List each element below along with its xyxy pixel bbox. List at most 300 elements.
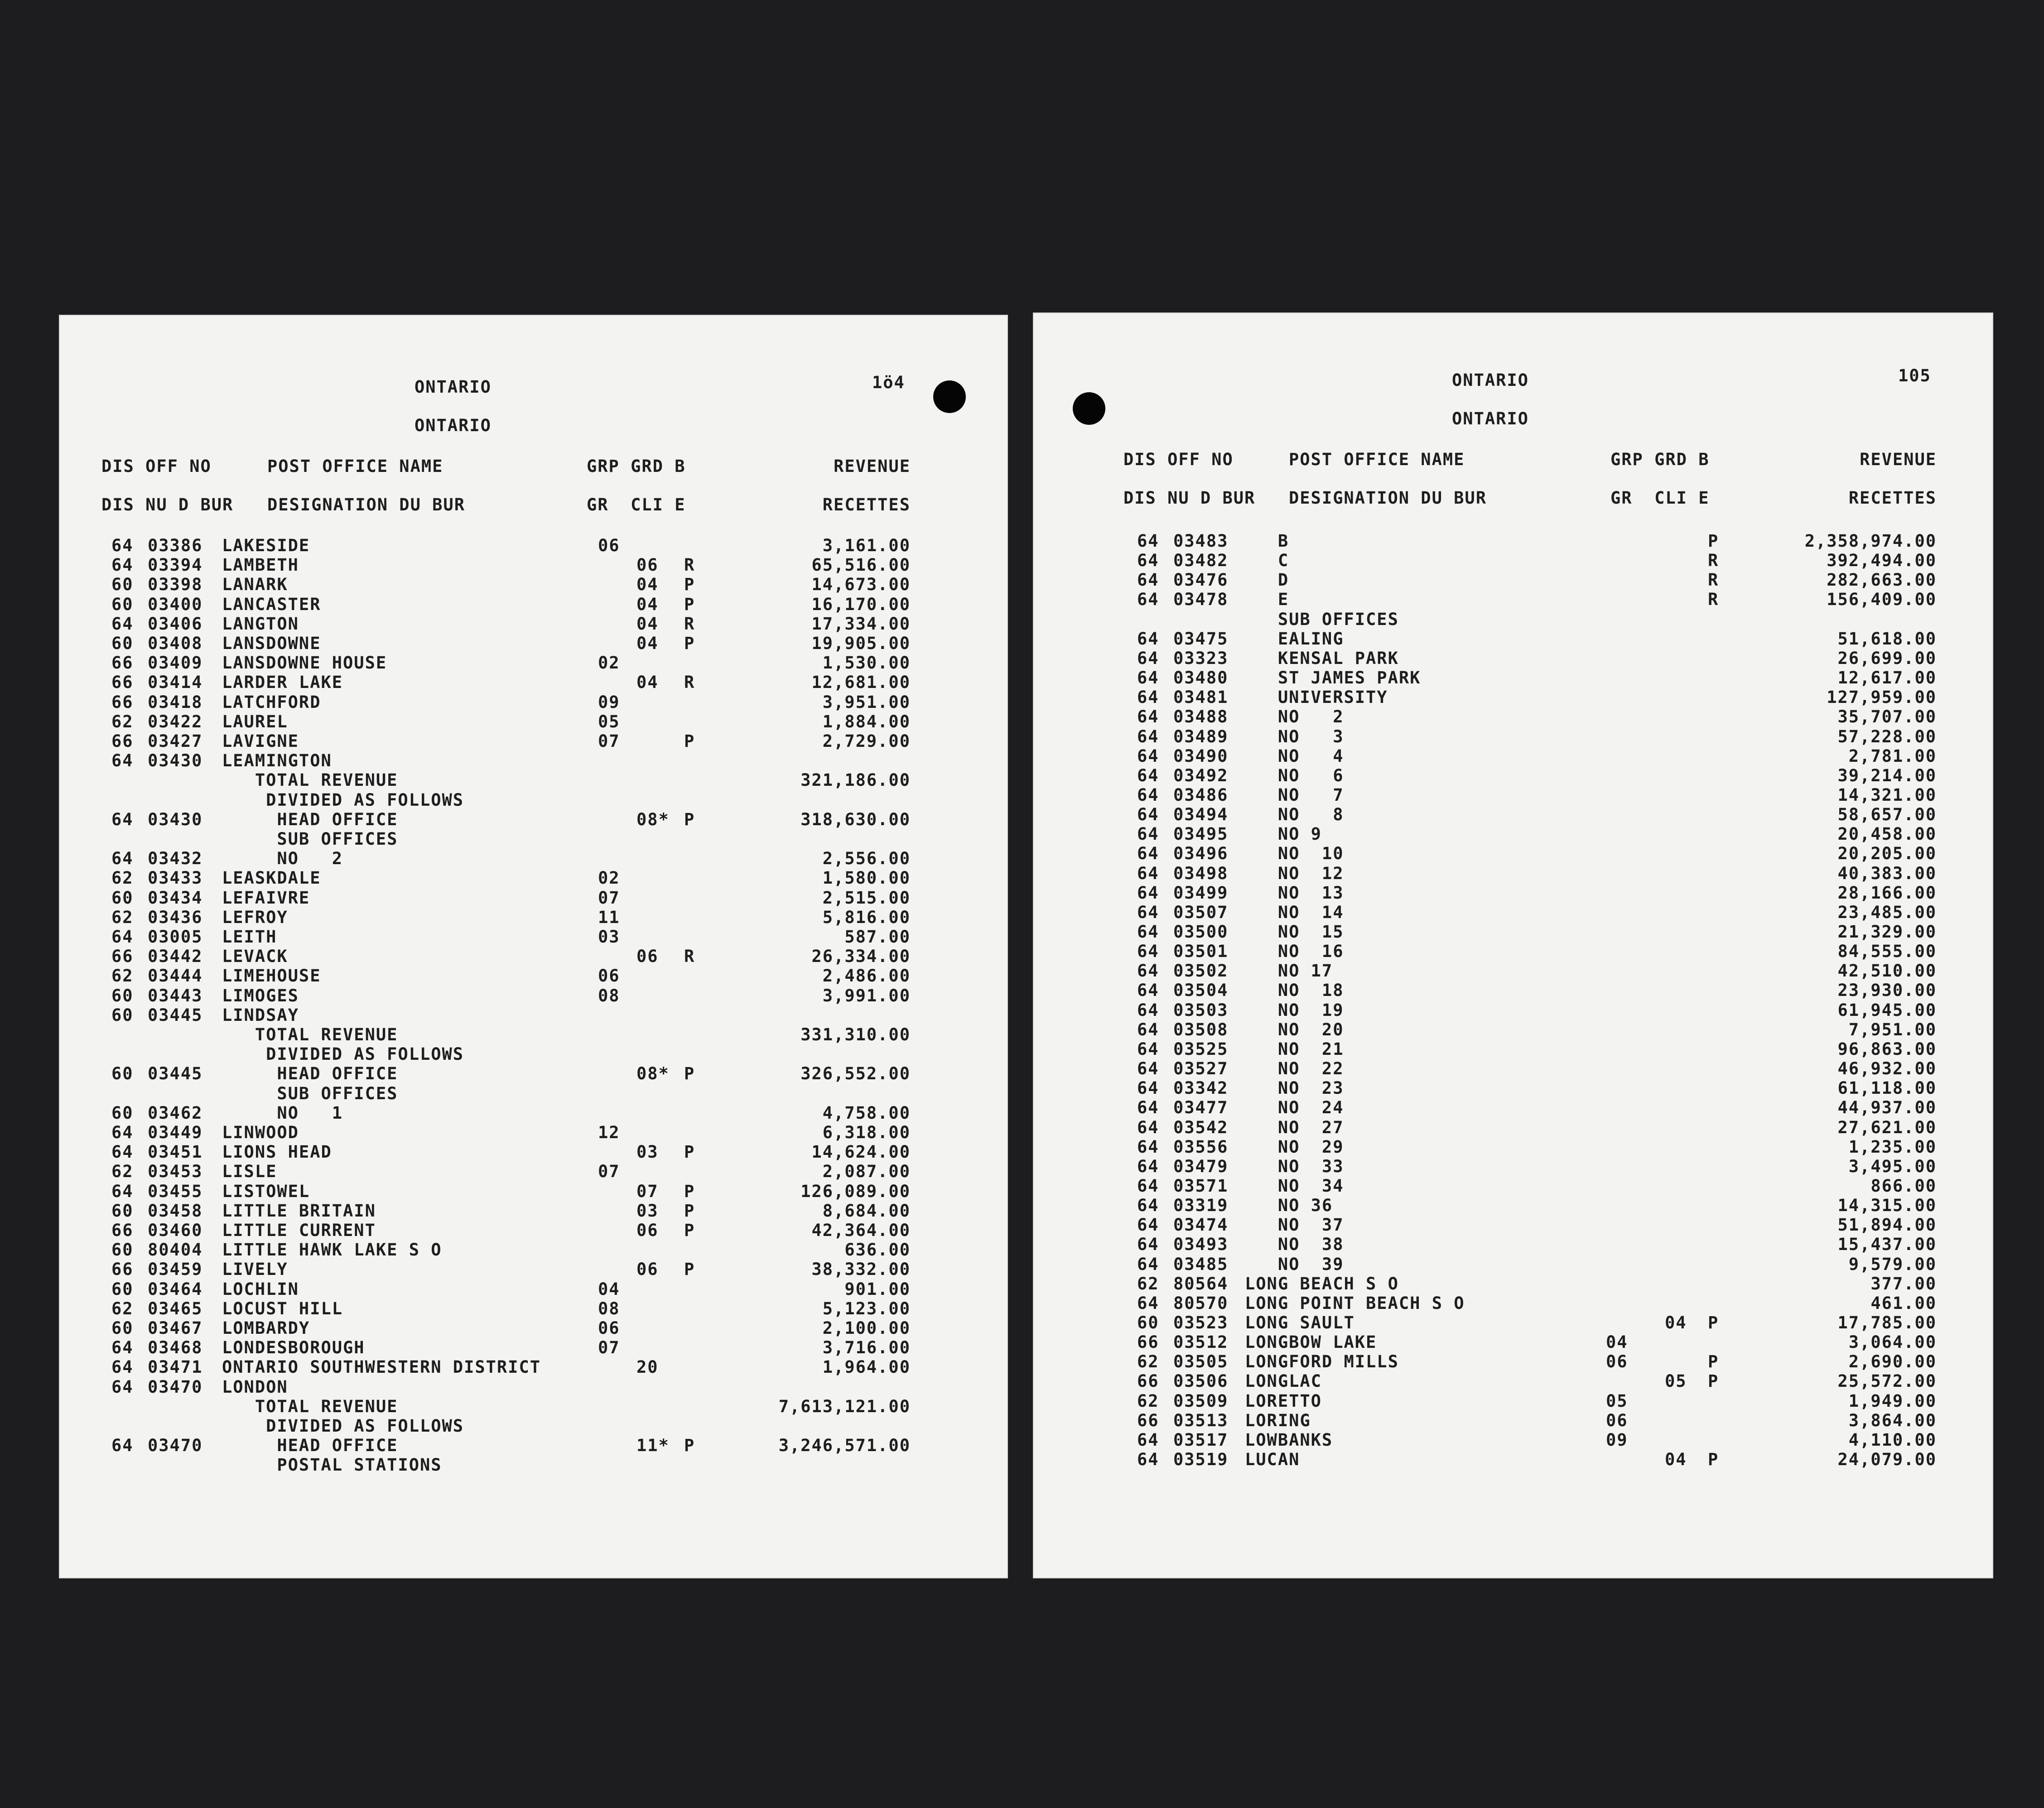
cell-post-office-name: POSTAL STATIONS [222, 1455, 442, 1475]
cell-dis: 64 [1137, 844, 1159, 863]
cell-b: P [684, 1221, 695, 1240]
cell-office-number: 03486 [1173, 785, 1229, 805]
cell-dis: 64 [1137, 570, 1159, 590]
cell-post-office-name: LIMOGES [222, 986, 299, 1005]
cell-dis: 64 [1137, 981, 1159, 1000]
cell-post-office-name: LISTOWEL [222, 1182, 310, 1201]
cell-post-office-name: NO 6 [1245, 766, 1344, 785]
cell-grade: 06 [636, 1260, 659, 1279]
cell-dis: 64 [111, 1357, 134, 1377]
punch-hole-right [1073, 392, 1105, 425]
cell-revenue: 901.00 [844, 1279, 911, 1299]
cell-revenue: 20,458.00 [1837, 824, 1937, 844]
cell-group: 02 [598, 868, 620, 888]
cell-office-number: 03485 [1173, 1255, 1229, 1274]
cell-group: 08 [598, 1299, 620, 1318]
cell-office-number: 03478 [1173, 590, 1229, 609]
column-header-dis-off: DIS OFF NO [101, 457, 212, 476]
cell-office-number: 03342 [1173, 1078, 1229, 1098]
cell-b: R [1708, 551, 1719, 570]
cell-group: 06 [598, 966, 620, 986]
cell-group: 08 [598, 986, 620, 1005]
cell-post-office-name: NO 20 [1245, 1020, 1344, 1039]
cell-post-office-name: NO 38 [1245, 1235, 1344, 1254]
page-number: 1ö4 [872, 373, 905, 392]
cell-dis: 64 [1137, 1215, 1159, 1235]
cell-post-office-name: NO 19 [1245, 1000, 1344, 1020]
cell-office-number: 03445 [148, 1005, 203, 1025]
cell-dis: 64 [111, 751, 134, 770]
cell-office-number: 03556 [1173, 1137, 1229, 1157]
province-heading-fr: ONTARIO [415, 416, 492, 435]
cell-office-number: 03509 [1173, 1391, 1229, 1411]
cell-revenue: 1,949.00 [1848, 1391, 1937, 1411]
cell-post-office-name: LONGBOW LAKE [1245, 1332, 1377, 1352]
cell-group: 06 [1606, 1411, 1628, 1430]
cell-office-number: 03494 [1173, 805, 1229, 824]
cell-dis: 64 [1137, 1157, 1159, 1176]
cell-revenue: 326,552.00 [800, 1064, 911, 1083]
cell-office-number: 80564 [1173, 1274, 1229, 1293]
cell-office-number: 03414 [148, 673, 203, 692]
cell-revenue: 3,951.00 [822, 692, 911, 712]
cell-dis: 60 [111, 1240, 134, 1260]
cell-dis: 60 [111, 1279, 134, 1299]
cell-office-number: 03458 [148, 1201, 203, 1221]
cell-b: P [684, 1142, 695, 1162]
cell-dis: 66 [111, 673, 134, 692]
cell-office-number: 03504 [1173, 981, 1229, 1000]
cell-group: 04 [1606, 1332, 1628, 1352]
cell-revenue: 587.00 [844, 927, 911, 947]
cell-b: P [684, 810, 695, 829]
cell-revenue: 2,087.00 [822, 1162, 911, 1181]
cell-dis: 64 [111, 536, 134, 555]
cell-post-office-name: NO 22 [1245, 1059, 1344, 1078]
cell-office-number: 03418 [148, 692, 203, 712]
cell-post-office-name: NO 2 [222, 849, 343, 868]
cell-revenue: 14,321.00 [1837, 785, 1937, 805]
cell-revenue: 17,785.00 [1837, 1313, 1937, 1332]
cell-revenue: 461.00 [1870, 1293, 1937, 1313]
cell-post-office-name: LOWBANKS [1245, 1430, 1333, 1450]
cell-post-office-name: LITTLE BRITAIN [222, 1201, 376, 1221]
cell-post-office-name: LATCHFORD [222, 692, 321, 712]
cell-dis: 62 [111, 1162, 134, 1181]
cell-dis: 64 [1137, 1137, 1159, 1157]
cell-revenue: 3,246,571.00 [778, 1436, 911, 1455]
cell-office-number: 03508 [1173, 1020, 1229, 1039]
cell-dis: 64 [111, 1377, 134, 1397]
cell-post-office-name: LAUREL [222, 712, 288, 731]
cell-dis: 64 [1137, 903, 1159, 922]
cell-post-office-name: NO 14 [1245, 903, 1344, 922]
cell-office-number: 03499 [1173, 883, 1229, 903]
cell-post-office-name: DIVIDED AS FOLLOWS [222, 1044, 464, 1064]
cell-dis: 64 [1137, 785, 1159, 805]
cell-office-number: 03427 [148, 731, 203, 751]
cell-group: 09 [598, 692, 620, 712]
cell-office-number: 03513 [1173, 1411, 1229, 1430]
cell-grade: 06 [636, 947, 659, 966]
cell-office-number: 03506 [1173, 1371, 1229, 1391]
cell-office-number: 03542 [1173, 1118, 1229, 1137]
cell-group: 07 [598, 1338, 620, 1357]
cell-revenue: 127,959.00 [1827, 688, 1937, 707]
cell-dis: 64 [1137, 1118, 1159, 1137]
cell-post-office-name: LISLE [222, 1162, 277, 1181]
cell-office-number: 03460 [148, 1221, 203, 1240]
cell-b: P [1708, 531, 1719, 551]
cell-office-number: 03430 [148, 810, 203, 829]
cell-b: P [684, 731, 695, 751]
cell-office-number: 03434 [148, 888, 203, 908]
cell-dis: 66 [1137, 1332, 1159, 1352]
cell-grade: 03 [636, 1142, 659, 1162]
cell-post-office-name: NO 16 [1245, 942, 1344, 961]
cell-post-office-name: LEITH [222, 927, 277, 947]
cell-post-office-name: LAKESIDE [222, 536, 310, 555]
cell-dis: 64 [111, 555, 134, 575]
cell-revenue: 3,716.00 [822, 1338, 911, 1357]
cell-post-office-name: KENSAL PARK [1245, 649, 1399, 668]
cell-post-office-name: NO 24 [1245, 1098, 1344, 1117]
cell-post-office-name: NO 10 [1245, 844, 1344, 863]
cell-revenue: 84,555.00 [1837, 942, 1937, 961]
cell-post-office-name: SUB OFFICES [1245, 610, 1399, 629]
cell-group: 07 [598, 1162, 620, 1181]
cell-revenue: 26,334.00 [811, 947, 911, 966]
cell-revenue: 23,930.00 [1837, 981, 1937, 1000]
cell-b: P [684, 1064, 695, 1083]
cell-post-office-name: NO 21 [1245, 1039, 1344, 1059]
cell-office-number: 03476 [1173, 570, 1229, 590]
cell-post-office-name: LORETTO [1245, 1391, 1322, 1411]
cell-post-office-name: LONGFORD MILLS [1245, 1352, 1399, 1371]
cell-post-office-name: LITTLE HAWK LAKE S O [222, 1240, 442, 1260]
cell-group: 06 [598, 536, 620, 555]
cell-revenue: 318,630.00 [800, 810, 911, 829]
cell-office-number: 03512 [1173, 1332, 1229, 1352]
cell-post-office-name: NO 27 [1245, 1118, 1344, 1137]
cell-post-office-name: NO 13 [1245, 883, 1344, 903]
cell-dis: 64 [1137, 1235, 1159, 1254]
cell-post-office-name: LOCHLIN [222, 1279, 299, 1299]
column-header-revenue: REVENUE [1860, 450, 1937, 469]
cell-revenue: 2,729.00 [822, 731, 911, 751]
cell-office-number: 03464 [148, 1279, 203, 1299]
cell-dis: 64 [111, 614, 134, 634]
cell-grade: 04 [636, 614, 659, 634]
cell-revenue: 4,110.00 [1848, 1430, 1937, 1450]
cell-office-number: 03502 [1173, 961, 1229, 981]
column-header-revenue: RECETTES [822, 495, 911, 515]
cell-dis: 64 [1137, 1430, 1159, 1450]
cell-post-office-name: NO 33 [1245, 1157, 1344, 1176]
cell-dis: 64 [1137, 1176, 1159, 1196]
cell-post-office-name: LIMEHOUSE [222, 966, 321, 986]
cell-office-number: 03442 [148, 947, 203, 966]
cell-b: P [1708, 1371, 1719, 1391]
cell-revenue: 42,510.00 [1837, 961, 1937, 981]
cell-b: P [684, 1201, 695, 1221]
cell-revenue: 40,383.00 [1837, 864, 1937, 883]
cell-revenue: 57,228.00 [1837, 727, 1937, 746]
cell-revenue: 5,123.00 [822, 1299, 911, 1318]
cell-revenue: 19,905.00 [811, 634, 911, 653]
cell-dis: 62 [1137, 1274, 1159, 1293]
cell-dis: 64 [1137, 1293, 1159, 1313]
cell-grade: 05 [1665, 1371, 1687, 1391]
cell-dis: 64 [111, 1182, 134, 1201]
column-header-grp-grd: GR CLI E [587, 495, 686, 515]
cell-dis: 62 [1137, 1391, 1159, 1411]
cell-revenue: 282,663.00 [1827, 570, 1937, 590]
column-header-dis-off: DIS NU D BUR [101, 495, 234, 515]
cell-dis: 64 [111, 1436, 134, 1455]
cell-office-number: 03519 [1173, 1450, 1229, 1469]
cell-office-number: 03005 [148, 927, 203, 947]
cell-office-number: 03483 [1173, 531, 1229, 551]
cell-dis: 64 [1137, 707, 1159, 726]
cell-office-number: 03455 [148, 1182, 203, 1201]
cell-post-office-name: LONG POINT BEACH S O [1245, 1293, 1465, 1313]
punch-hole-left [933, 380, 966, 413]
cell-post-office-name: LOMBARDY [222, 1318, 310, 1338]
cell-post-office-name: NO 17 [1245, 961, 1333, 981]
cell-dis: 66 [111, 692, 134, 712]
column-header-grp-grd: GRP GRD B [587, 457, 686, 476]
cell-office-number: 03323 [1173, 649, 1229, 668]
cell-office-number: 03459 [148, 1260, 203, 1279]
cell-office-number: 03465 [148, 1299, 203, 1318]
cell-post-office-name: LANSDOWNE HOUSE [222, 653, 387, 673]
cell-dis: 64 [1137, 1196, 1159, 1215]
cell-grade: 03 [636, 1201, 659, 1221]
cell-dis: 62 [1137, 1352, 1159, 1371]
cell-post-office-name: NO 4 [1245, 746, 1344, 766]
cell-post-office-name: TOTAL REVENUE [222, 1397, 398, 1416]
cell-office-number: 03501 [1173, 942, 1229, 961]
cell-revenue: 3,161.00 [822, 536, 911, 555]
cell-office-number: 03479 [1173, 1157, 1229, 1176]
column-header-name: DESIGNATION DU BUR [1289, 488, 1487, 508]
cell-dis: 60 [111, 1103, 134, 1123]
cell-dis: 62 [111, 712, 134, 731]
cell-post-office-name: LONDON [222, 1377, 288, 1397]
cell-post-office-name: NO 18 [1245, 981, 1344, 1000]
cell-revenue: 27,621.00 [1837, 1118, 1937, 1137]
cell-group: 03 [598, 927, 620, 947]
cell-dis: 60 [111, 1064, 134, 1083]
cell-dis: 64 [111, 849, 134, 868]
cell-dis: 60 [1137, 1313, 1159, 1332]
cell-group: 09 [1606, 1430, 1628, 1450]
cell-revenue: 35,707.00 [1837, 707, 1937, 726]
cell-office-number: 03422 [148, 712, 203, 731]
cell-post-office-name: SUB OFFICES [222, 829, 398, 849]
cell-dis: 64 [1137, 668, 1159, 688]
cell-dis: 62 [111, 1299, 134, 1318]
cell-post-office-name: HEAD OFFICE [222, 1064, 398, 1083]
cell-dis: 66 [111, 653, 134, 673]
cell-office-number: 03517 [1173, 1430, 1229, 1450]
cell-post-office-name: D [1245, 570, 1289, 590]
cell-revenue: 20,205.00 [1837, 844, 1937, 863]
cell-post-office-name: NO 34 [1245, 1176, 1344, 1196]
cell-revenue: 96,863.00 [1837, 1039, 1937, 1059]
cell-office-number: 03470 [148, 1436, 203, 1455]
cell-post-office-name: DIVIDED AS FOLLOWS [222, 790, 464, 810]
cell-revenue: 2,100.00 [822, 1318, 911, 1338]
cell-b: P [1708, 1450, 1719, 1469]
cell-office-number: 03474 [1173, 1215, 1229, 1235]
cell-dis: 64 [111, 1123, 134, 1142]
cell-office-number: 03449 [148, 1123, 203, 1142]
cell-post-office-name: LANGTON [222, 614, 299, 634]
cell-office-number: 03495 [1173, 824, 1229, 844]
cell-grade: 11* [636, 1436, 670, 1455]
cell-grade: 04 [1665, 1313, 1687, 1332]
cell-dis: 64 [1137, 688, 1159, 707]
cell-dis: 60 [111, 575, 134, 594]
cell-revenue: 2,690.00 [1848, 1352, 1937, 1371]
cell-dis: 64 [1137, 805, 1159, 824]
cell-revenue: 126,089.00 [800, 1182, 911, 1201]
cell-group: 05 [598, 712, 620, 731]
cell-b: P [1708, 1352, 1719, 1371]
cell-revenue: 12,617.00 [1837, 668, 1937, 688]
cell-revenue: 7,613,121.00 [778, 1397, 911, 1416]
cell-b: R [684, 555, 695, 575]
cell-revenue: 3,991.00 [822, 986, 911, 1005]
cell-post-office-name: NO 39 [1245, 1255, 1344, 1274]
right-page [1033, 313, 1993, 1578]
cell-dis: 64 [1137, 727, 1159, 746]
cell-revenue: 2,515.00 [822, 888, 911, 908]
cell-b: P [684, 595, 695, 614]
cell-dis: 64 [1137, 922, 1159, 942]
cell-dis: 60 [111, 986, 134, 1005]
cell-office-number: 03471 [148, 1357, 203, 1377]
cell-revenue: 14,673.00 [811, 575, 911, 594]
cell-post-office-name: NO 37 [1245, 1215, 1344, 1235]
cell-office-number: 03482 [1173, 551, 1229, 570]
cell-group: 06 [1606, 1352, 1628, 1371]
cell-office-number: 03400 [148, 595, 203, 614]
cell-revenue: 61,945.00 [1837, 1000, 1937, 1020]
cell-office-number: 03394 [148, 555, 203, 575]
cell-revenue: 3,495.00 [1848, 1157, 1937, 1176]
cell-office-number: 03470 [148, 1377, 203, 1397]
cell-b: R [1708, 570, 1719, 590]
cell-post-office-name: E [1245, 590, 1289, 609]
cell-dis: 64 [1137, 551, 1159, 570]
cell-dis: 64 [111, 810, 134, 829]
column-header-revenue: REVENUE [834, 457, 911, 476]
cell-revenue: 156,409.00 [1827, 590, 1937, 609]
cell-revenue: 392,494.00 [1827, 551, 1937, 570]
cell-post-office-name: LEASKDALE [222, 868, 321, 888]
province-heading: ONTARIO [415, 377, 492, 397]
cell-office-number: 03467 [148, 1318, 203, 1338]
cell-grade: 06 [636, 1221, 659, 1240]
cell-dis: 60 [111, 1005, 134, 1025]
cell-post-office-name: LANARK [222, 575, 288, 594]
cell-revenue: 14,624.00 [811, 1142, 911, 1162]
cell-post-office-name: LONDESBOROUGH [222, 1338, 365, 1357]
cell-b: R [684, 947, 695, 966]
cell-b: P [684, 634, 695, 653]
cell-office-number: 03468 [148, 1338, 203, 1357]
cell-dis: 64 [1137, 1078, 1159, 1098]
cell-revenue: 3,064.00 [1848, 1332, 1937, 1352]
cell-revenue: 331,310.00 [800, 1025, 911, 1044]
cell-revenue: 8,684.00 [822, 1201, 911, 1221]
cell-b: P [684, 1182, 695, 1201]
cell-post-office-name: LAMBETH [222, 555, 299, 575]
cell-dis: 66 [111, 947, 134, 966]
cell-office-number: 03475 [1173, 629, 1229, 649]
cell-dis: 64 [1137, 961, 1159, 981]
cell-group: 06 [598, 1318, 620, 1338]
cell-post-office-name: NO 29 [1245, 1137, 1344, 1157]
cell-office-number: 03525 [1173, 1039, 1229, 1059]
cell-office-number: 03493 [1173, 1235, 1229, 1254]
cell-dis: 64 [1137, 1039, 1159, 1059]
cell-b: R [684, 614, 695, 634]
cell-post-office-name: EALING [1245, 629, 1344, 649]
cell-dis: 60 [111, 634, 134, 653]
cell-office-number: 03523 [1173, 1313, 1229, 1332]
column-header-name: DESIGNATION DU BUR [267, 495, 465, 515]
cell-dis: 64 [1137, 824, 1159, 844]
column-header-dis-off: DIS OFF NO [1123, 450, 1234, 469]
page-number: 105 [1898, 366, 1931, 385]
cell-b: P [684, 1260, 695, 1279]
cell-revenue: 39,214.00 [1837, 766, 1937, 785]
cell-office-number: 03477 [1173, 1098, 1229, 1117]
cell-dis: 64 [111, 1142, 134, 1162]
cell-post-office-name: NO 23 [1245, 1078, 1344, 1098]
cell-dis: 66 [1137, 1371, 1159, 1391]
cell-dis: 66 [111, 1221, 134, 1240]
cell-post-office-name: NO 7 [1245, 785, 1344, 805]
cell-revenue: 61,118.00 [1837, 1078, 1937, 1098]
cell-b: R [1708, 590, 1719, 609]
cell-revenue: 38,332.00 [811, 1260, 911, 1279]
cell-post-office-name: C [1245, 551, 1289, 570]
cell-grade: 06 [636, 555, 659, 575]
cell-grade: 04 [636, 673, 659, 692]
cell-post-office-name: LIONS HEAD [222, 1142, 332, 1162]
cell-post-office-name: HEAD OFFICE [222, 810, 398, 829]
cell-post-office-name: LEVACK [222, 947, 288, 966]
cell-revenue: 15,437.00 [1837, 1235, 1937, 1254]
cell-revenue: 1,884.00 [822, 712, 911, 731]
cell-office-number: 03436 [148, 908, 203, 927]
cell-dis: 64 [1137, 1255, 1159, 1274]
cell-office-number: 03432 [148, 849, 203, 868]
cell-post-office-name: ST JAMES PARK [1245, 668, 1421, 688]
cell-post-office-name: LARDER LAKE [222, 673, 343, 692]
cell-b: P [684, 575, 695, 594]
cell-office-number: 03406 [148, 614, 203, 634]
cell-post-office-name: LANCASTER [222, 595, 321, 614]
cell-dis: 64 [1137, 1020, 1159, 1039]
cell-post-office-name: NO 9 [1245, 824, 1322, 844]
cell-revenue: 1,964.00 [822, 1357, 911, 1377]
